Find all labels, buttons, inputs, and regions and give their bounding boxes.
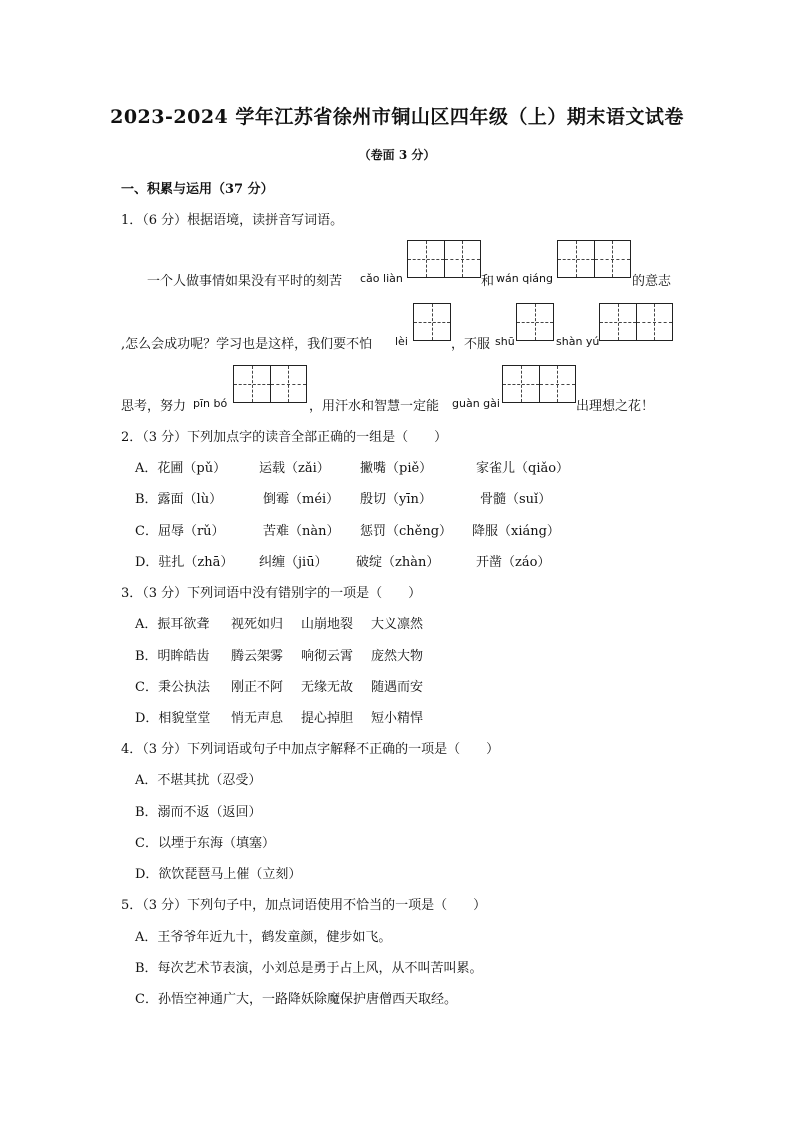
q1-stem: 1．（6 分）根据语境，读拼音写词语。	[121, 213, 344, 228]
q3-option-a-4: 大义凛然	[371, 617, 424, 632]
q1-pinyin-6: pīn bó	[193, 397, 228, 410]
q5-option-b: B．每次艺术节表演，小刘总是勇于占上风，从不叫苦叫累。	[135, 961, 483, 976]
q3-option-c-1: C．秉公执法	[135, 680, 210, 695]
q2-option-d-1: D．驻扎（zhā）	[135, 555, 234, 570]
q2-option-b-3: 殷切（yīn）	[360, 492, 432, 507]
q1-pinyin-3: lèi	[395, 335, 408, 348]
q2-option-b-4: 骨髓（suǐ）	[480, 492, 552, 507]
q5-option-a: A．王爷爷年近九十，鹤发童颜，健步如飞。	[135, 930, 392, 945]
q1-answer-grid-6[interactable]	[233, 365, 307, 403]
q2-stem: 2．（3 分）下列加点字的读音全部正确的一组是（ ）	[121, 430, 448, 445]
q3-option-b-2: 腾云架雾	[231, 649, 284, 664]
q2-option-a-4: 家雀儿（qiǎo）	[476, 461, 570, 476]
q1-pinyin-5: shàn yú	[556, 335, 600, 348]
q2-option-d-4: 开凿（záo）	[476, 555, 551, 570]
q3-option-d-2: 悄无声息	[231, 711, 284, 726]
q2-option-d-2: 纠缠（jiū）	[259, 555, 328, 570]
q1-line1-text-c: 的意志	[632, 274, 672, 289]
q3-option-b-4: 庞然大物	[371, 649, 424, 664]
q3-option-a-1: A．振耳欲聋	[135, 617, 210, 632]
q2-option-b-2: 倒霉（méi）	[263, 492, 340, 507]
q3-option-c-2: 刚正不阿	[231, 680, 284, 695]
q1-line2-text-b: ，不服	[451, 337, 491, 352]
q1-answer-grid-5[interactable]	[599, 303, 673, 341]
q2-option-c-1: C．屈辱（rǔ）	[135, 524, 225, 539]
q3-option-a-2: 视死如归	[231, 617, 284, 632]
q3-option-c-3: 无缘无故	[301, 680, 354, 695]
q1-answer-grid-3[interactable]	[413, 303, 451, 341]
q2-option-c-2: 苦难（nàn）	[263, 524, 340, 539]
q1-pinyin-1: cǎo liàn	[360, 272, 403, 285]
q1-pinyin-4: shū	[495, 335, 515, 348]
q1-line3-text-a: 思考，努力	[121, 399, 187, 414]
q1-line1-text-b: 和	[481, 274, 495, 289]
q3-option-d-4: 短小精悍	[371, 711, 424, 726]
section-heading: 一、积累与运用（37 分）	[121, 182, 274, 197]
q5-option-c: C．孙悟空神通广大，一路降妖除魔保护唐僧西天取经。	[135, 992, 457, 1007]
q4-stem: 4．（3 分）下列词语或句子中加点字解释不正确的一项是（ ）	[121, 742, 500, 757]
q2-option-a-2: 运载（zǎi）	[259, 461, 330, 476]
q1-line2-text-a: ,怎么会成功呢？学习也是这样，我们要不怕	[121, 337, 373, 352]
q2-option-b-1: B．露面（lù）	[135, 492, 223, 507]
q2-option-d-3: 破绽（zhàn）	[356, 555, 440, 570]
q3-option-c-4: 随遇而安	[371, 680, 424, 695]
q2-option-c-4: 降服（xiáng）	[472, 524, 560, 539]
q4-option-c: C．以堙于东海（填塞）	[135, 836, 275, 851]
q5-stem: 5．（3 分）下列句子中，加点词语使用不恰当的一项是（ ）	[121, 898, 487, 913]
q4-option-d: D．欲饮琵琶马上催（立刻）	[135, 867, 302, 882]
q3-option-a-3: 山崩地裂	[301, 617, 354, 632]
q3-stem: 3．（3 分）下列词语中没有错别字的一项是（ ）	[121, 586, 422, 601]
q1-answer-grid-2[interactable]	[557, 240, 631, 278]
q1-line1-text-a: 一个人做事情如果没有平时的刻苦	[147, 274, 343, 289]
q3-option-b-1: B．明眸皓齿	[135, 649, 210, 664]
q4-option-a: A．不堪其扰（忍受）	[135, 773, 262, 788]
q1-answer-grid-1[interactable]	[407, 240, 481, 278]
q1-pinyin-2: wán qiáng	[496, 272, 553, 285]
q1-line3-text-c: 出理想之花！	[576, 399, 655, 414]
q2-option-a-1: A．花圃（pǔ）	[135, 461, 227, 476]
q3-option-d-1: D．相貌堂堂	[135, 711, 211, 726]
exam-title: 2023-2024 学年江苏省徐州市铜山区四年级（上）期末语文试卷	[110, 106, 684, 128]
q2-option-a-3: 撇嘴（piě）	[360, 461, 433, 476]
q4-option-b: B．溺而不返（返回）	[135, 805, 262, 820]
q1-answer-grid-7[interactable]	[502, 365, 576, 403]
exam-subtitle: （卷面 3 分）	[358, 148, 436, 162]
q1-pinyin-7: guàn gài	[452, 397, 500, 410]
q1-line3-text-b: ，用汗水和智慧一定能	[309, 399, 440, 414]
q3-option-b-3: 响彻云霄	[301, 649, 354, 664]
q1-answer-grid-4[interactable]	[516, 303, 554, 341]
q2-option-c-3: 惩罚（chěng）	[360, 524, 453, 539]
q3-option-d-3: 提心掉胆	[301, 711, 354, 726]
